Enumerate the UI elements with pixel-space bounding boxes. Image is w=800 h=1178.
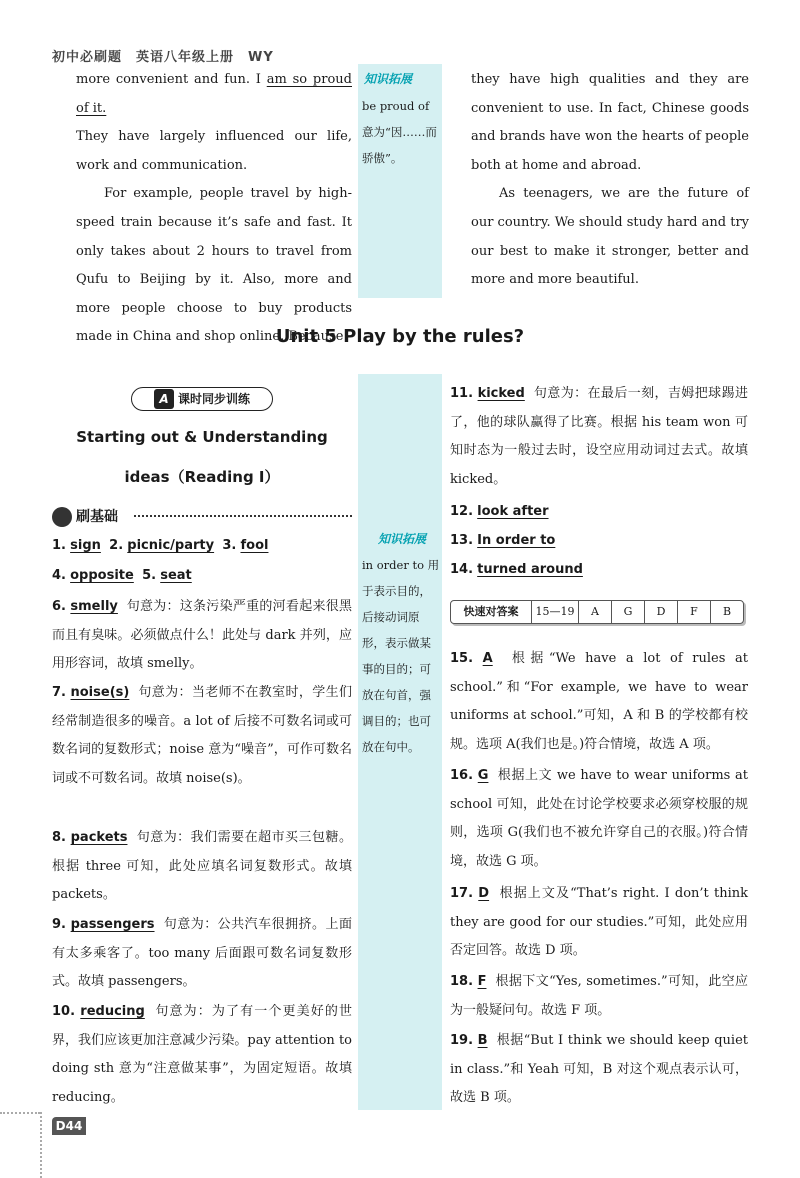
corner-decoration [40, 1112, 42, 1178]
explanation: 句意为：为了有一个更美好的世界，我们应该更加注意减少污染。pay attention to doing sth 意为“注意做某事”，为固定短语。故填 reducing。 [52, 1004, 352, 1105]
answer-key: packets [70, 830, 128, 845]
answer-key: reducing [80, 1004, 145, 1019]
series-title: 初中必刷题 [52, 50, 123, 65]
passage-underlined-phrase: am so proud of it. [76, 72, 352, 116]
answer-4-5: 4. opposite 5. seat [52, 568, 192, 583]
page-number: D44 [52, 1117, 86, 1135]
edition: WY [248, 50, 274, 65]
dotted-divider [134, 515, 352, 517]
answer-key: picnic/party [127, 538, 215, 553]
quick-answer-label: 快速对答案 [451, 601, 532, 623]
answer-key: turned around [477, 562, 583, 577]
answer-15: 15. A 根据“We have a lot of rules at school.”和“For example, we have to wear uniforms at school.”可知，A 和 B 的学校都有校规。选项 A(我们也是。)符合情境，故选 A 项。 [450, 651, 748, 752]
answer-key: A [482, 651, 493, 666]
basic-practice-heading [52, 506, 352, 526]
unit-title: Unit 5 Play by the rules? [275, 326, 525, 347]
answer-12: 12. look after [450, 504, 549, 519]
explanation: 根据上文 we have to wear uniforms at school 可知，此处在讨论学校要求必须穿校服的规则，选项 G(我们也不被允许穿自己的衣服。)符合情境，故选 G 项。 [450, 768, 749, 869]
section-badge [131, 387, 273, 411]
passage-p1-text: more convenient and fun. I [76, 72, 267, 87]
explanation: 句意为：公共汽车很拥挤。上面有太多乘客了。too many 后面跟可数名词复数形式。故填 passengers。 [52, 917, 352, 990]
explanation: 根据“We have a lot of rules at school.”和“For example, we have to wear uniforms at school.”可知，A 和 B 的学校都有校规。选项 A(我们也是。)符合情境，故选 A 项。 [450, 651, 748, 752]
answer-key: opposite [70, 568, 134, 583]
answer-key: G [477, 768, 489, 783]
answer-key: look after [477, 504, 549, 519]
explanation: 句意为：这条污染严重的河看起来很黑而且有臭味。必须做点什么！此处与 dark 并列，应用形容词，故填 smelly。 [52, 599, 352, 672]
quick-answer-cell: F [678, 601, 711, 623]
answer-14: 14. turned around [450, 562, 583, 577]
knowledge-text-2: in order to 用于表示目的，后接动词原形，表示做某事的目的；可放在句首，强调目的；也可放在句中。 [362, 558, 440, 754]
answer-key: sign [70, 538, 101, 553]
explanation: 根据上文及“That’s right. I don’t think they are good for our studies.”可知，此处应用否定回答。故选 D 项。 [450, 886, 749, 959]
answer-1-3: 1. sign 2. picnic/party 3. fool [52, 538, 269, 553]
answer-key: In order to [477, 533, 556, 548]
answer-key: passengers [70, 917, 155, 932]
section-title-line1: Starting out & Understanding [76, 428, 328, 446]
answer-key: noise(s) [70, 685, 130, 700]
explanation: 根据“But I think we should keep quiet in class.”和 Yeah 可知，B 对这个观点表示认可，故选 B 项。 [450, 1033, 748, 1106]
page-header [52, 46, 288, 65]
passage-left-column [76, 66, 352, 352]
basic-practice-label: 刷基础 [76, 509, 118, 525]
answer-key: seat [160, 568, 192, 583]
answer-11: 11. kicked 句意为：在最后一刻，吉姆把球踢进了，他的球队赢得了比赛。根据 his team won 可知时态为一般过去时，设空应用动词过去式。故填 kicked。 [450, 386, 748, 487]
answer-key: fool [240, 538, 269, 553]
quick-answer-cell: D [645, 601, 678, 623]
answer-key: D [478, 886, 490, 901]
passage-right-column [471, 66, 749, 295]
answer-17: 17. D 根据上文及“That’s right. I don’t think they are good for our studies.”可知，此处应用否定回答。故选 D 项。 [450, 886, 749, 959]
answer-13: 13. In order to [450, 533, 556, 548]
section-title-line2: ideas（Reading Ⅰ） [124, 468, 280, 486]
quick-answer-cell: B [722, 605, 732, 618]
answer-7: 7. noise(s) 句意为：当老师不在教室时，学生们经常制造很多的噪音。a lot of 后接不可数名词或可数名词的复数形式；noise 意为“噪音”，可作可数名词或不可数名词。故填 noise(s)。 [52, 685, 352, 786]
answer-8: 8. packets 句意为：我们需要在超市买三包糖。根据 three 可知，此处应填名词复数形式。故填 packets。 [52, 830, 352, 903]
knowledge-title-1: 知识拓展 [364, 72, 413, 86]
badge-label: 课时同步训练 [177, 392, 250, 406]
answer-key: kicked [477, 386, 525, 401]
answer-6: 6. smelly 句意为：这条污染严重的河看起来很黑而且有臭味。必须做点什么！此处与 dark 并列，应用形容词，故填 smelly。 [52, 599, 352, 672]
quick-answer-table [450, 600, 744, 624]
passage-right-p1: they have high qualities and they are convenient to use. In fact, Chinese goods and brands have won the hearts of people both at home and abroad. [471, 72, 749, 173]
badge-letter: A [154, 389, 174, 409]
answer-key: smelly [70, 599, 118, 614]
explanation: 句意为：我们需要在超市买三包糖。根据 three 可知，此处应填名词复数形式。故填 packets。 [52, 830, 352, 903]
corner-decoration [0, 1112, 40, 1114]
answer-9: 9. passengers 句意为：公共汽车很拥挤。上面有太多乘客了。too many 后面跟可数名词复数形式。故填 passengers。 [52, 917, 352, 990]
passage-p3: For example, people travel by high-speed train because it’s safe and fast. It only takes about 2 hours to travel from Qufu to Beijing by it. Also, more and more people choose to buy products made in China and shop online. Because [76, 186, 352, 345]
explanation: 句意为：在最后一刻，吉姆把球踢进了，他的球队赢得了比赛。根据 his team won 可知时态为一般过去时，设空应用动词过去式。故填 kicked。 [450, 386, 748, 487]
answer-18: 18. F 根据下文“Yes, sometimes.”可知，此空应为一般疑问句。故选 F 项。 [450, 974, 748, 1018]
quick-answer-cell: A [579, 601, 612, 623]
knowledge-title-2: 知识拓展 [378, 532, 427, 546]
quick-answer-range: 15—19 [532, 601, 579, 623]
answer-16: 16. G 根据上文 we have to wear uniforms at school 可知，此处在讨论学校要求必须穿校服的规则，选项 G(我们也不被允许穿自己的衣服。)符合情境，故选 G 项。 [450, 768, 749, 869]
answer-10: 10. reducing 句意为：为了有一个更美好的世界，我们应该更加注意减少污染。pay attention to doing sth 意为“注意做某事”，为固定短语。故填 reducing。 [52, 1004, 352, 1105]
brush-icon [52, 507, 72, 527]
book-title: 英语八年级上册 [136, 50, 235, 65]
passage-right-p2: As teenagers, we are the future of our country. We should study hard and try our best to make it stronger, better and more and more beautiful. [471, 186, 749, 288]
knowledge-text-1: be proud of 意为“因……而骄傲”。 [362, 99, 437, 165]
answer-19: 19. B 根据“But I think we should keep quiet in class.”和 Yeah 可知，B 对这个观点表示认可，故选 B 项。 [450, 1033, 748, 1106]
quick-answer-cell: G [612, 601, 645, 623]
explanation: 根据下文“Yes, sometimes.”可知，此空应为一般疑问句。故选 F 项。 [450, 974, 748, 1018]
answer-key: B [477, 1033, 488, 1048]
explanation: 句意为：当老师不在教室时，学生们经常制造很多的噪音。a lot of 后接不可数名词或可数名词的复数形式；noise 意为“噪音”，可作可数名词或不可数名词。故填 noise(s)。 [52, 685, 352, 786]
answer-key: F [477, 974, 487, 989]
passage-p2: They have largely influenced our life, work and communication. [76, 129, 352, 173]
